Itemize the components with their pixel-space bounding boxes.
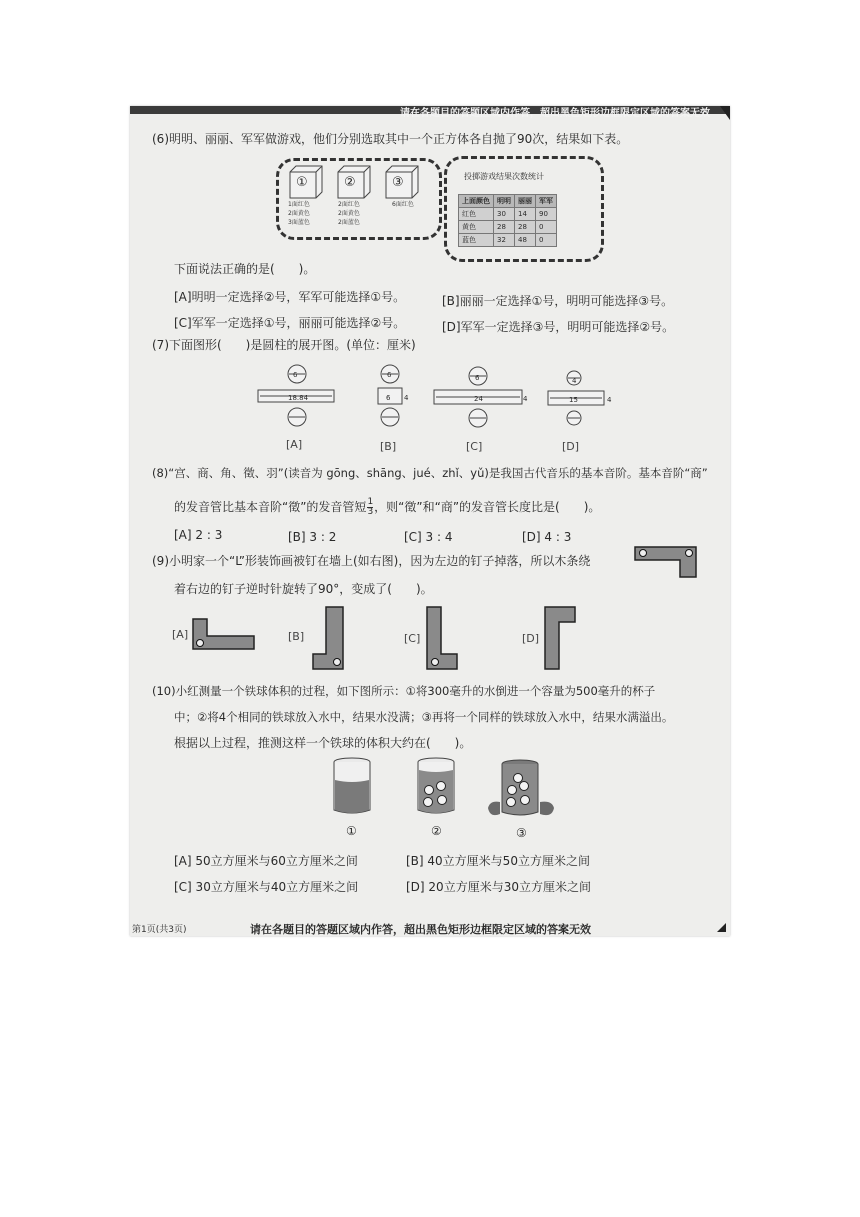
q10-line2: 中；②将4个相同的铁球放入水中，结果水没满；③再将一个同样的铁球放入水中，结果水满溢出。 [174,710,674,724]
q9-line2: 着右边的钉子逆时针旋转了90°，变成了( )。 [174,582,433,596]
step-2-label: ② [431,824,442,838]
q9-option-a[interactable]: [A] [172,628,189,641]
q9-line1: (9)小明家一个“L”形装饰画被钉在墙上(如右图)，因为左边的钉子掉落，所以木条绕 [152,554,591,568]
q10-option-d[interactable]: [D] 20立方厘米与30立方厘米之间 [406,880,591,894]
q8-option-b[interactable]: [B] 3 : 2 [288,530,337,544]
stats-title: 投掷游戏结果次数统计 [464,172,544,181]
cube-3-faces: 6面红色 [392,201,414,208]
net-c-height: 4 [523,395,528,403]
net-a-length: 18.84 [288,394,309,402]
header-note: 请在各题目的答题区域内作答，超出黑色矩形边框限定区域的答案无效 [400,108,710,119]
q6-option-d[interactable]: [D]军军一定选择③号，明明可能选择②号。 [442,320,675,334]
q10-line3: 根据以上过程，推测这样一个铁球的体积大约在( )。 [174,736,472,750]
q8-line1: (8)“宫、商、角、徵、羽”(读音为 gōng、shāng、jué、zhǐ、yǔ)是我国古代音乐的基本音阶。基本音阶“商” [152,466,708,480]
cube-1-number: ① [296,175,308,190]
q10-option-a[interactable]: [A] 50立方厘米与60立方厘米之间 [174,854,358,868]
cube-2-number: ② [344,175,356,190]
q9-option-b[interactable]: [B] [288,630,305,643]
beaker-3 [486,756,556,822]
net-c-top: 6 [475,374,480,382]
l-shape-c [426,606,460,672]
net-d-drawing [546,364,616,434]
l-shape-b [312,606,346,672]
q8-option-d[interactable]: [D] 4 : 3 [522,530,572,544]
net-b-width: 6 [386,394,391,402]
exam-sheet [130,106,730,936]
fraction-one-third: $\frac{1}{3}$ [367,497,374,517]
net-d-height: 4 [607,396,612,404]
cube-1-faces: 1面红色 2面黄色 3面蓝色 [288,201,310,226]
q6-option-a[interactable]: [A]明明一定选择②号，军军可能选择①号。 [174,290,406,304]
q7-option-b[interactable]: [B] [380,440,397,453]
q10-option-c[interactable]: [C] 30立方厘米与40立方厘米之间 [174,880,359,894]
cubes-drawing [288,164,428,204]
net-b-top: 6 [387,371,392,379]
cube-3-number: ③ [392,175,404,190]
footer-note: 请在各题目的答题区域内作答，超出黑色矩形边框限定区域的答案无效 [250,923,591,936]
l-shape-original [634,546,698,580]
net-c-length: 24 [474,395,483,403]
q6-stem: (6)明明、丽丽、军军做游戏，他们分别选取其中一个正方体各自抛了90次，结果如下表。 [152,132,629,146]
beaker-2 [414,756,462,818]
net-a-top: 6 [293,371,298,379]
q7-option-d[interactable]: [D] [562,440,580,453]
page-footer [130,920,730,936]
q10-line1: (10)小红测量一个铁球体积的过程，如下图所示：①将300毫升的水倒进一个容量为500毫升的杯子 [152,684,656,698]
l-shape-d [544,606,578,672]
cube-2-faces: 2面红色 2面黄色 2面蓝色 [338,201,360,226]
net-d-top: 4 [572,377,577,385]
q6-option-c[interactable]: [C]军军一定选择①号，丽丽可能选择②号。 [174,316,406,330]
q9-option-d[interactable]: [D] [522,632,540,645]
q8-option-c[interactable]: [C] 3 : 4 [404,530,453,544]
corner-mark-bottom [717,923,726,932]
q7-option-c[interactable]: [C] [466,440,483,453]
step-3-label: ③ [516,826,527,840]
stats-table: 上面颜色 明明 丽丽 军军 红色 30 14 90 黄色 28 28 0 蓝色 32 48 0 [458,194,557,247]
beaker-1 [330,756,378,818]
net-d-length: 15 [569,396,578,404]
net-b-height: 4 [404,394,409,402]
q6-option-b[interactable]: [B]丽丽一定选择①号，明明可能选择③号。 [442,294,674,308]
q7-stem: (7)下面图形( )是圆柱的展开图。(单位：厘米) [152,338,416,352]
page-number: 第1页(共3页) [132,925,187,935]
q6-prompt: 下面说法正确的是( )。 [174,262,316,276]
step-1-label: ① [346,824,357,838]
l-shape-a [192,618,256,652]
q9-option-c[interactable]: [C] [404,632,421,645]
q8-option-a[interactable]: [A] 2 : 3 [174,528,223,542]
q8-line2: 的发音管比基本音阶“徵”的发音管短 $\frac{1}{3}$ ，则“徵”和“商”的发音管长度比是( )。 [174,497,601,517]
q10-option-b[interactable]: [B] 40立方厘米与50立方厘米之间 [406,854,590,868]
corner-mark [720,106,730,120]
q7-option-a[interactable]: [A] [286,438,303,451]
